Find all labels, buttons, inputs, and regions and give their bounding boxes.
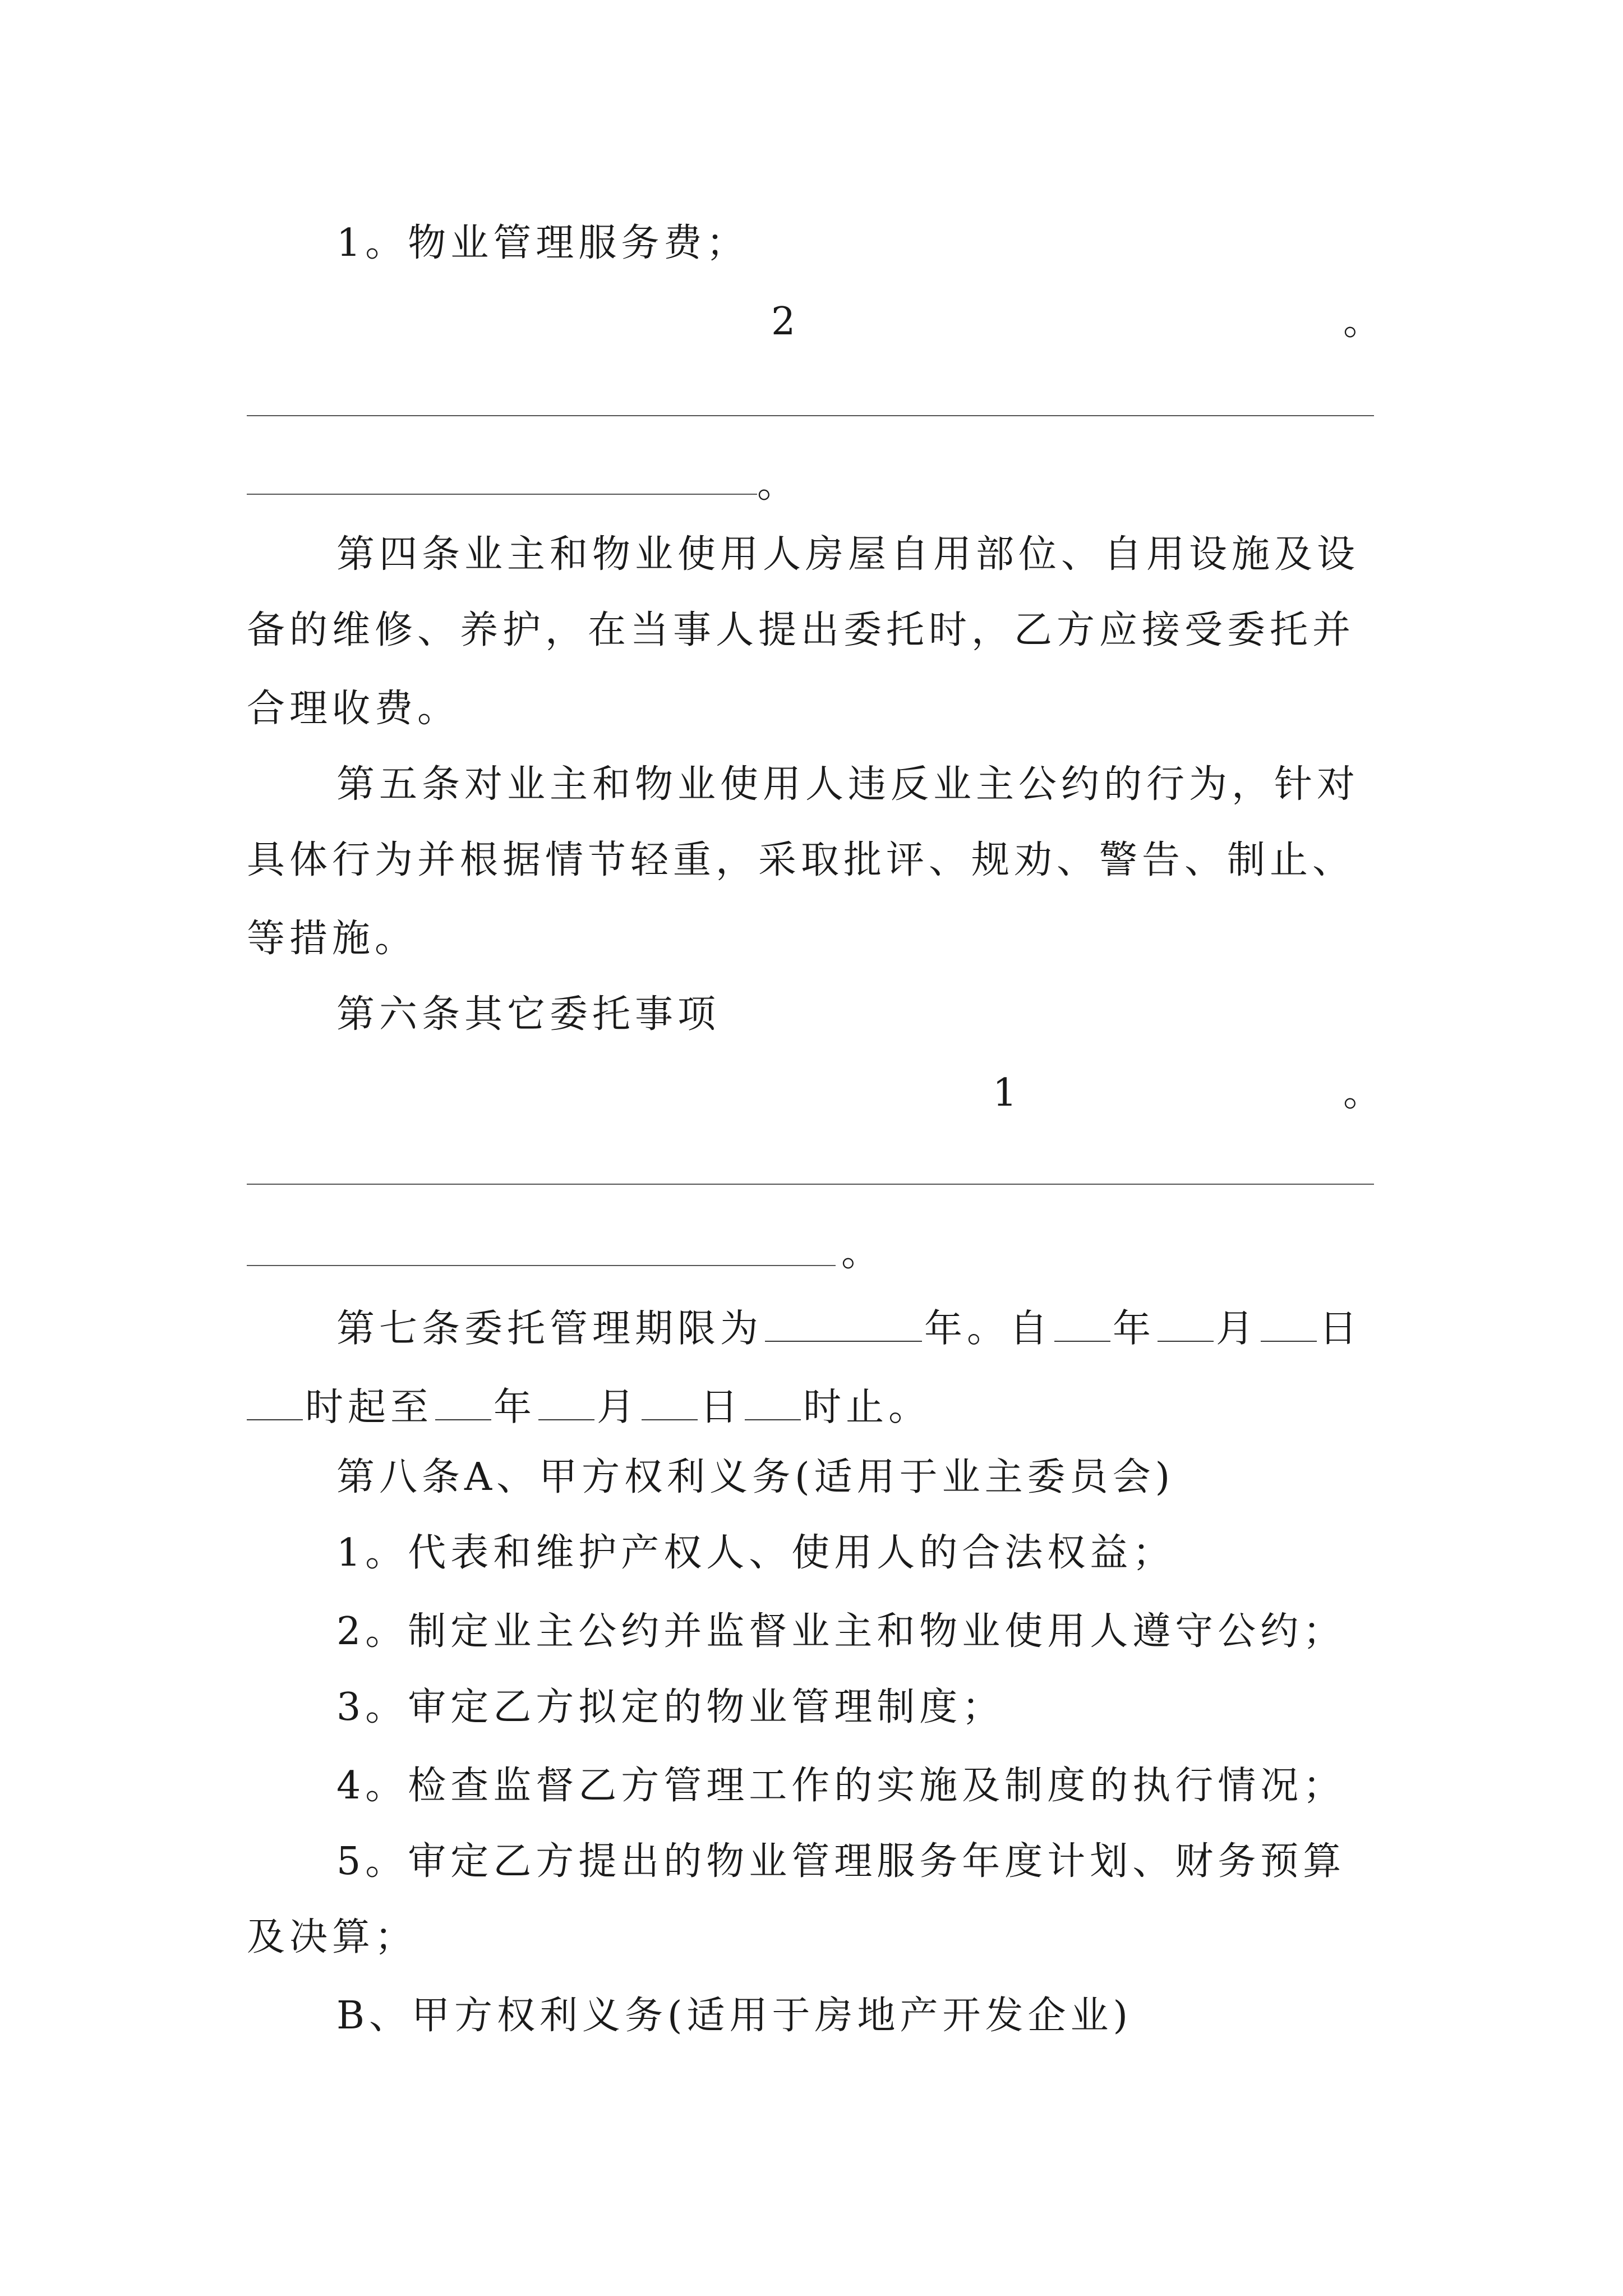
line-end-mark: 。	[1343, 300, 1382, 344]
text-line: B、甲方权利义务(适用于房地产开发企业)	[336, 1994, 1133, 2038]
blank-field	[745, 1383, 801, 1420]
blank-field	[1158, 1304, 1214, 1342]
text-line: 2。制定业主公约并监督业主和物业使用人遵守公约；	[336, 1609, 1346, 1654]
item-number: 2	[771, 300, 796, 344]
text-line: 1。代表和维护产权人、使用人的合法权益；	[336, 1531, 1175, 1575]
text-segment: 月	[597, 1385, 640, 1430]
text-segment: 日	[700, 1385, 743, 1430]
blank-field	[247, 1383, 303, 1420]
term-period-line	[336, 1304, 1362, 1349]
text-segment: 年。自	[924, 1306, 1053, 1351]
fill-in-blank-rule	[247, 494, 757, 495]
text-line: 5。审定乙方提出的物业管理服务年度计划、财务预算	[336, 1839, 1346, 1884]
fill-in-blank-rule	[247, 1184, 1374, 1185]
blank-field	[765, 1304, 922, 1342]
text-segment: 年	[494, 1385, 537, 1430]
text-line: 第八条A、甲方权利义务(适用于业主委员会)	[336, 1455, 1175, 1499]
blank-field	[642, 1383, 698, 1420]
term-period-line	[247, 1383, 932, 1430]
blank-field	[1261, 1304, 1317, 1342]
line-end-mark: 。	[757, 462, 796, 507]
text-line: 第四条业主和物业使用人房屋自用部位、自用设施及设	[336, 532, 1360, 577]
text-line: 具体行为并根据情节轻重，采取批评、规劝、警告、制止、	[247, 838, 1355, 882]
text-segment: 月	[1216, 1306, 1259, 1351]
fill-in-blank-rule	[247, 415, 1374, 416]
blank-field	[435, 1383, 491, 1420]
text-segment: 年	[1113, 1306, 1156, 1351]
text-line: 1。物业管理服务费；	[336, 221, 749, 265]
text-line: 4。检查监督乙方管理工作的实施及制度的执行情况；	[336, 1764, 1346, 1808]
item-number: 1	[993, 1071, 1017, 1115]
text-segment: 第七条委托管理期限为	[336, 1306, 763, 1351]
blank-field	[1054, 1304, 1110, 1342]
text-line: 备的维修、养护，在当事人提出委托时，乙方应接受委托并	[247, 608, 1355, 652]
blank-field	[538, 1383, 594, 1420]
line-end-mark: 。	[841, 1231, 880, 1275]
text-segment: 时起至	[305, 1385, 434, 1430]
line-end-mark: 。	[1343, 1071, 1382, 1115]
text-line: 第六条其它委托事项	[336, 992, 721, 1037]
text-line: 3。审定乙方拟定的物业管理制度；	[336, 1685, 1005, 1729]
fill-in-blank-rule	[247, 1265, 836, 1266]
text-line: 合理收费。	[247, 687, 460, 731]
text-line: 及决算；	[247, 1915, 418, 1959]
text-segment: 时止。	[803, 1385, 932, 1430]
text-line: 第五条对业主和物业使用人违反业主公约的行为，针对	[336, 762, 1360, 807]
text-segment: 日	[1319, 1306, 1362, 1351]
text-line: 等措施。	[247, 917, 418, 961]
